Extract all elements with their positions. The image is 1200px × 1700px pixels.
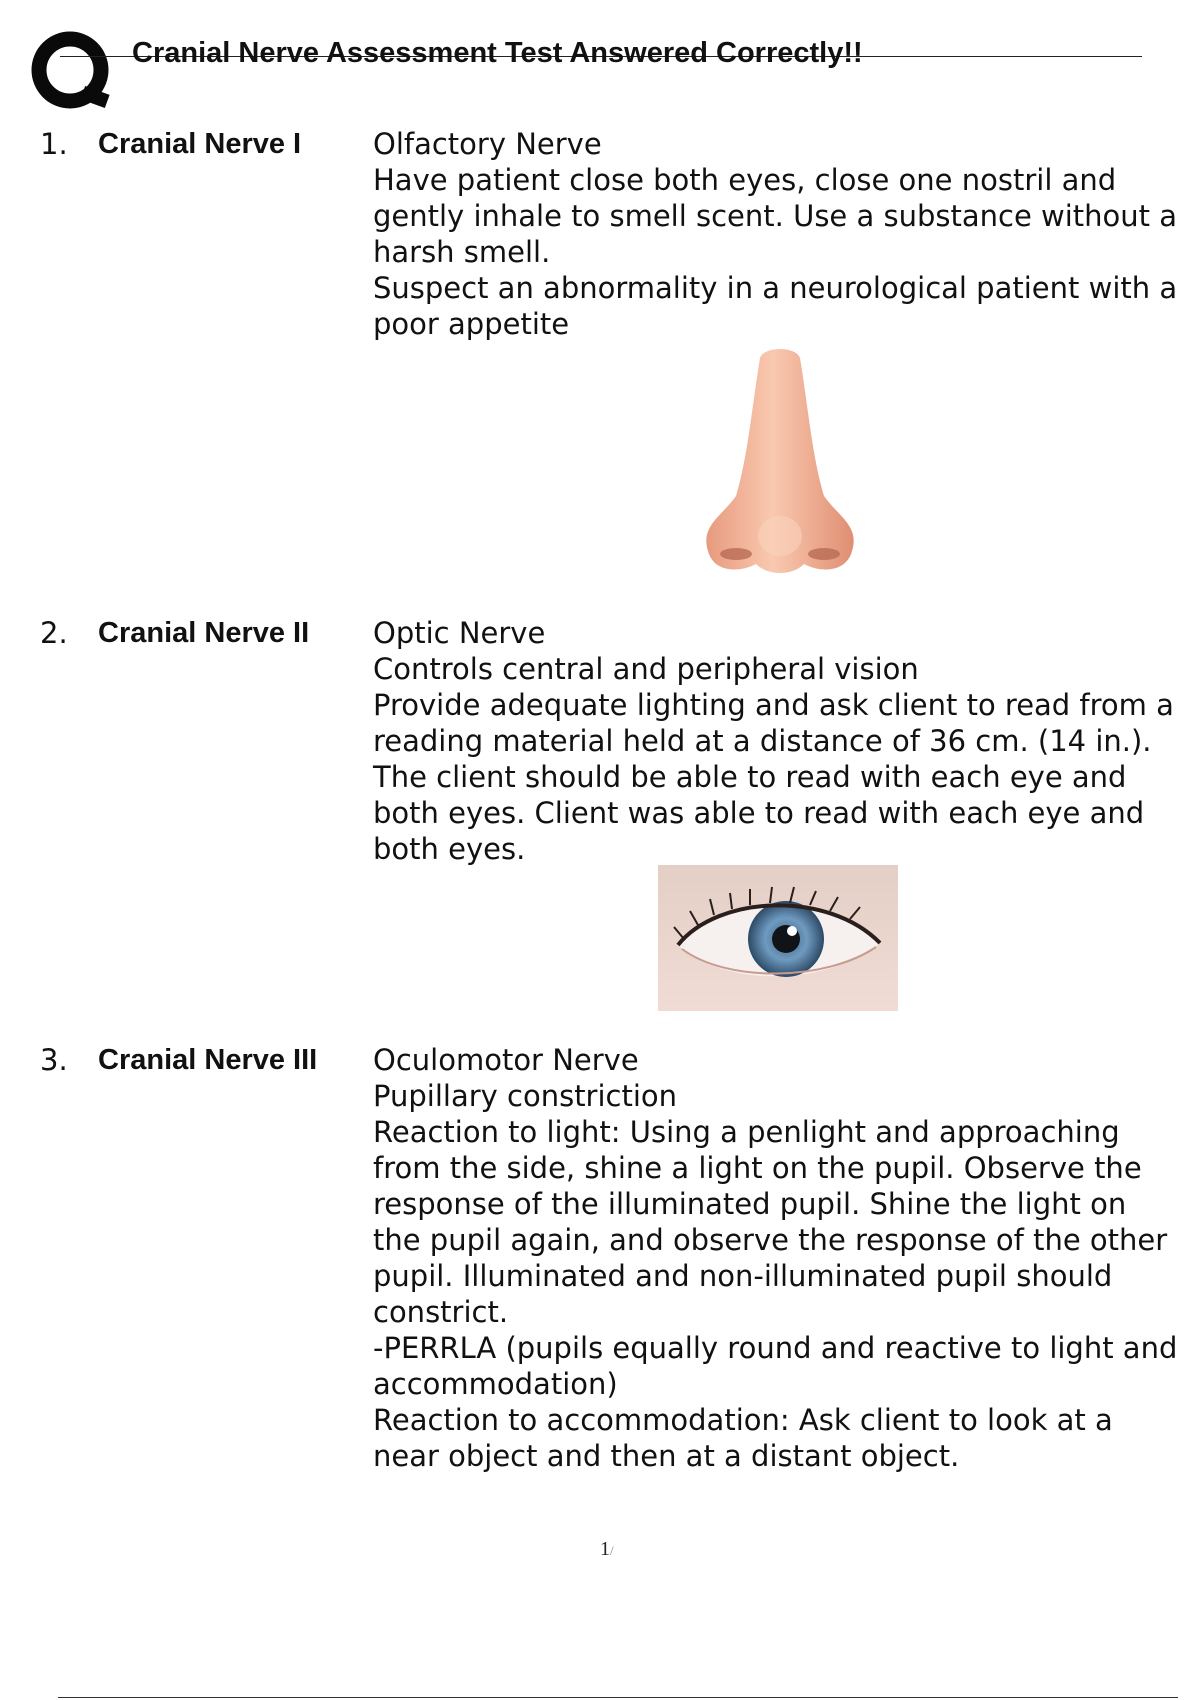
entry-body (373, 126, 1183, 342)
entry-label: Cranial Nerve III (98, 1044, 318, 1076)
entry-line: Pupillary constriction (373, 1079, 678, 1113)
entry-line: Controls central and peripheral vision (373, 652, 919, 686)
entry-number: 1. (40, 127, 68, 161)
entry-label: Cranial Nerve I (98, 128, 302, 160)
entry-line: -PERRLA (pupils equally round and reactive to light and accommodation) (373, 1331, 1178, 1401)
page-header (0, 0, 1200, 120)
entry-body (373, 1042, 1183, 1474)
logo-icon (30, 30, 114, 114)
nose-icon (700, 346, 860, 580)
entry-number: 3. (40, 1043, 68, 1077)
entry-line: Suspect an abnormality in a neurological patient with a poor appetite (373, 271, 1178, 341)
footer-rule (58, 1697, 1178, 1698)
nerve-name: Olfactory Nerve (373, 127, 602, 161)
nerve-entry-1 (0, 126, 1200, 596)
entry-line: Provide adequate lighting and ask client to read from a reading material held at a distance of 36 cm. (14 in.). The client should be able to read with each eye and both eyes. Client was able to read with each eye and both eyes. (373, 688, 1174, 866)
nerve-name: Oculomotor Nerve (373, 1043, 639, 1077)
entry-number: 2. (40, 616, 68, 650)
entry-line: Have patient close both eyes, close one nostril and gently inhale to smell scent. Use a substance without a harsh smell. (373, 163, 1178, 269)
page-number: 1/ (600, 1538, 614, 1560)
nerve-entry-2 (0, 615, 1200, 1015)
eye-icon (658, 865, 898, 1011)
entry-label: Cranial Nerve II (98, 617, 310, 649)
entry-line: Reaction to light: Using a penlight and approaching from the side, shine a light on the pupil. Observe the response of the illuminated pupil. Shine the light on the pupil again, and observe the response of the other pupil. Illuminated and non-illuminated pupil should constrict. (373, 1115, 1168, 1329)
document-title: Cranial Nerve Assessment Test Answered Correctly!! (132, 37, 863, 69)
entry-line: Reaction to accommodation: Ask client to look at a near object and then at a distant object. (373, 1403, 1113, 1473)
nerve-name: Optic Nerve (373, 616, 546, 650)
nerve-entry-3 (0, 1042, 1200, 1512)
entry-body (373, 615, 1183, 867)
